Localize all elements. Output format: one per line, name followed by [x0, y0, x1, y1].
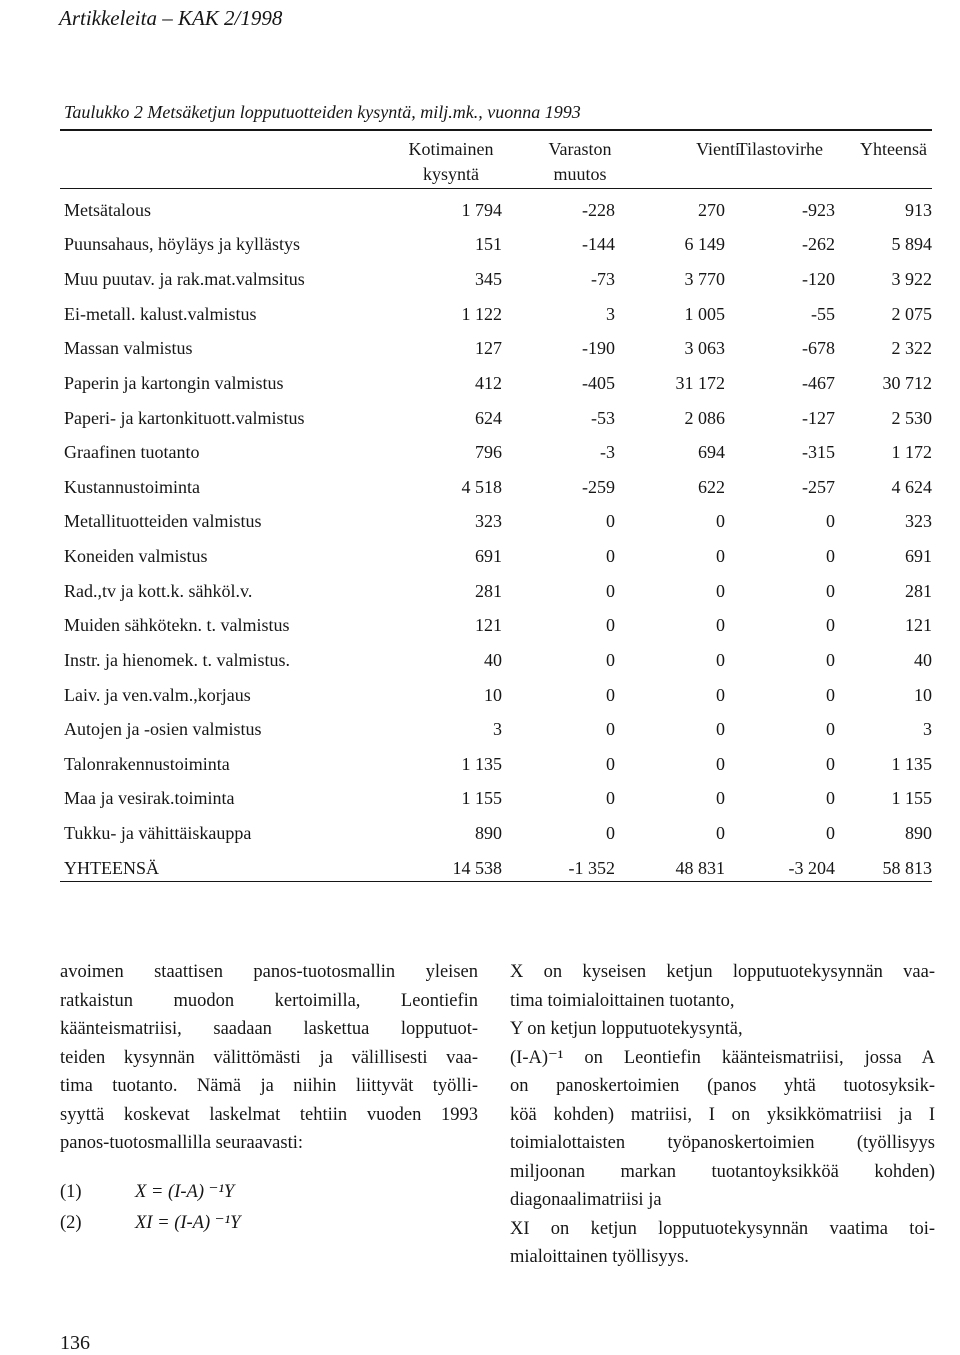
table-row [60, 643, 932, 678]
row-label: Ei-metall. kalust.valmistus [64, 303, 257, 324]
cell-export: 694 [698, 442, 725, 463]
cell-stock-change: 0 [606, 753, 615, 774]
cell-export: 622 [698, 476, 725, 497]
table-row [60, 574, 932, 609]
cell-export: 270 [698, 199, 725, 220]
header-stock-line2: muutos [553, 164, 607, 184]
table-row [60, 228, 932, 263]
header-rule [60, 188, 932, 189]
text-line: on panoskertoimien (panos yhtä tuotosyksik- [510, 1076, 935, 1096]
table-row [60, 678, 932, 713]
row-label: Talonrakennustoiminta [64, 753, 230, 774]
cell-total: 40 [914, 649, 932, 670]
cell-domestic-demand: 1 794 [461, 199, 502, 220]
header-stock-change [530, 137, 630, 187]
cell-stock-change: 0 [606, 546, 615, 567]
cell-total: 58 813 [882, 857, 932, 878]
text-line: syyttä koskevat laskelmat tehtiin vuoden 1993 [60, 1104, 478, 1125]
table-row [60, 712, 932, 747]
cell-total: 2 530 [891, 407, 932, 428]
text-line: diagonaalimatriisi ja [510, 1190, 662, 1210]
row-label: Metallituotteiden valmistus [64, 511, 262, 532]
table-row [60, 401, 932, 436]
cell-stock-change: 0 [606, 684, 615, 705]
row-label: Puunsahaus, höyläys ja kyllästys [64, 234, 300, 255]
cell-statistical-error: -55 [811, 303, 835, 324]
cell-export: 1 005 [684, 303, 725, 324]
table-row [60, 332, 932, 367]
row-label: Koneiden valmistus [64, 546, 208, 567]
text-line: XI on ketjun lopputuotekysynnän vaatima toi- [510, 1218, 935, 1239]
cell-domestic-demand: 10 [484, 684, 502, 705]
cell-domestic-demand: 796 [475, 442, 502, 463]
cell-total: 2 075 [891, 303, 932, 324]
cell-total: 4 624 [891, 476, 932, 497]
equation-2-number: (2) [60, 1213, 82, 1233]
cell-statistical-error: 0 [826, 649, 835, 670]
cell-statistical-error: -467 [802, 372, 835, 393]
cell-domestic-demand: 890 [475, 823, 502, 844]
cell-statistical-error: 0 [826, 511, 835, 532]
cell-export: 3 770 [684, 269, 725, 290]
row-label: Muiden sähkötekn. t. valmistus [64, 615, 290, 636]
running-head: Artikkeleita – KAK 2/1998 [59, 6, 283, 30]
cell-export: 0 [716, 511, 725, 532]
cell-domestic-demand: 151 [475, 234, 502, 255]
cell-total: 1 135 [891, 753, 932, 774]
cell-export: 0 [716, 684, 725, 705]
cell-stock-change: -190 [582, 338, 615, 359]
cell-stock-change: -144 [582, 234, 615, 255]
text-line: tima toimialoittainen tuotanto, [510, 990, 735, 1011]
cell-stock-change: 0 [606, 580, 615, 601]
cell-total: 10 [914, 684, 932, 705]
cell-domestic-demand: 127 [475, 338, 502, 359]
table-row [60, 297, 932, 332]
cell-stock-change: -73 [591, 269, 615, 290]
text-line: panos-tuotosmallilla seuraavasti: [60, 1133, 304, 1153]
cell-export: 3 063 [684, 338, 725, 359]
cell-statistical-error: -3 204 [788, 857, 835, 878]
cell-statistical-error: 0 [826, 615, 835, 636]
right-text-column [510, 958, 935, 1272]
equation-1-number: (1) [60, 1182, 82, 1202]
cell-statistical-error: 0 [826, 684, 835, 705]
table-row [60, 262, 932, 297]
cell-stock-change: 0 [606, 511, 615, 532]
table-row [60, 435, 932, 470]
text-line: miljoonan markan tuotantoyksikköä kohden) [510, 1161, 935, 1182]
text-line: käänteismatriisi, saadaan laskettua lopputuot- [60, 1019, 478, 1039]
text-line: ratkaistun muodon kertoimilla, Leontiefin [60, 990, 478, 1011]
table-row [60, 747, 932, 782]
cell-total: 3 [923, 719, 932, 740]
cell-stock-change: 0 [606, 615, 615, 636]
cell-stock-change: 0 [606, 719, 615, 740]
cell-export: 0 [716, 753, 725, 774]
cell-total: 30 712 [882, 372, 932, 393]
row-label: Graafinen tuotanto [64, 442, 200, 463]
cell-total: 913 [905, 199, 932, 220]
cell-stock-change: -3 [600, 442, 615, 463]
row-label: Laiv. ja ven.valm.,korjaus [64, 684, 251, 705]
cell-statistical-error: -127 [802, 407, 835, 428]
text-line: Y on ketjun lopputuotekysyntä, [510, 1019, 743, 1039]
row-label: Massan valmistus [64, 338, 193, 359]
equation-2 [60, 1212, 240, 1234]
row-label: Metsätalous [64, 199, 151, 220]
cell-total: 890 [905, 823, 932, 844]
row-label: Instr. ja hienomek. t. valmistus. [64, 649, 290, 670]
cell-domestic-demand: 40 [484, 649, 502, 670]
cell-domestic-demand: 3 [493, 719, 502, 740]
cell-stock-change: 0 [606, 649, 615, 670]
cell-statistical-error: 0 [826, 580, 835, 601]
cell-export: 48 831 [675, 857, 725, 878]
header-stock-line1: Varaston [548, 139, 612, 159]
header-domestic-line1: Kotimainen [408, 139, 494, 159]
cell-total: 281 [905, 580, 932, 601]
cell-export: 0 [716, 823, 725, 844]
header-total: Yhteensä [860, 139, 927, 159]
header-statistical-error: Tilastovirhe [736, 139, 823, 159]
cell-domestic-demand: 121 [475, 615, 502, 636]
cell-domestic-demand: 323 [475, 511, 502, 532]
cell-export: 0 [716, 649, 725, 670]
cell-total: 3 922 [891, 269, 932, 290]
cell-total: 1 155 [891, 788, 932, 809]
cell-export: 0 [716, 788, 725, 809]
cell-statistical-error: -923 [802, 199, 835, 220]
equation-1 [60, 1181, 234, 1203]
cell-stock-change: -1 352 [568, 857, 615, 878]
row-label: Paperin ja kartongin valmistus [64, 372, 284, 393]
cell-stock-change: 0 [606, 823, 615, 844]
cell-statistical-error: -257 [802, 476, 835, 497]
row-label: Paperi- ja kartonkituott.valmistus [64, 407, 305, 428]
row-label: Kustannustoiminta [64, 476, 200, 497]
cell-domestic-demand: 1 122 [461, 303, 502, 324]
cell-total: 2 322 [891, 338, 932, 359]
cell-stock-change: -405 [582, 372, 615, 393]
equation-1-expression: X = (I-A) ⁻¹Y [135, 1182, 235, 1202]
row-label: YHTEENSÄ [64, 857, 159, 878]
text-line: tima tuotanto. Nämä ja niihin liittyvät työlli- [60, 1076, 478, 1096]
cell-total: 1 172 [891, 442, 932, 463]
cell-statistical-error: -120 [802, 269, 835, 290]
cell-export: 2 086 [684, 407, 725, 428]
table-caption: Taulukko 2 Metsäketjun lopputuotteiden kysyntä, milj.mk., vuonna 1993 [64, 102, 581, 122]
text-line: avoimen staattisen panos-tuotosmallin yleisen [60, 962, 478, 982]
cell-statistical-error: 0 [826, 546, 835, 567]
equation-2-expression: XI = (I-A) ⁻¹Y [135, 1213, 241, 1233]
row-label: Muu puutav. ja rak.mat.valmsitus [64, 269, 305, 290]
table-row [60, 366, 932, 401]
cell-statistical-error: 0 [826, 719, 835, 740]
cell-domestic-demand: 14 538 [452, 857, 502, 878]
table-top-rule [60, 129, 932, 131]
text-line: teiden kysynnän välittömästi ja välillisesti vaa- [60, 1047, 478, 1068]
table-row [60, 539, 932, 574]
cell-domestic-demand: 412 [475, 372, 502, 393]
cell-domestic-demand: 624 [475, 407, 502, 428]
table-row [60, 609, 932, 644]
cell-export: 0 [716, 580, 725, 601]
cell-export: 0 [716, 546, 725, 567]
table-row [60, 193, 932, 228]
page-number: 136 [60, 1332, 90, 1354]
cell-total: 5 894 [891, 234, 932, 255]
text-line: köä kohden) matriisi, I on yksikkömatriisi ja I [510, 1104, 935, 1125]
table-bottom-rule [60, 881, 932, 882]
header-domestic-demand [400, 137, 502, 187]
demand-table [60, 193, 932, 886]
cell-domestic-demand: 691 [475, 546, 502, 567]
text-line: X on kyseisen ketjun lopputuotekysynnän vaa- [510, 962, 935, 982]
cell-export: 31 172 [675, 372, 725, 393]
cell-export: 6 149 [684, 234, 725, 255]
row-label: Tukku- ja vähittäiskauppa [64, 823, 252, 844]
cell-export: 0 [716, 719, 725, 740]
cell-statistical-error: -678 [802, 338, 835, 359]
table-row [60, 505, 932, 540]
text-line: (I-A)⁻¹ on Leontiefin käänteismatriisi, jossa A [510, 1047, 935, 1068]
text-line: toimialottaisten työpanoskertoimien (työllisyys [510, 1133, 935, 1153]
cell-statistical-error: -262 [802, 234, 835, 255]
cell-domestic-demand: 4 518 [461, 476, 502, 497]
left-text-column [60, 958, 478, 1158]
cell-domestic-demand: 1 135 [461, 753, 502, 774]
row-label: Maa ja vesirak.toiminta [64, 788, 235, 809]
row-label: Autojen ja -osien valmistus [64, 719, 262, 740]
table-row [60, 470, 932, 505]
header-export: Vienti [696, 139, 740, 159]
cell-export: 0 [716, 615, 725, 636]
table-body [60, 193, 932, 886]
cell-stock-change: 3 [606, 303, 615, 324]
row-label: Rad.,tv ja kott.k. sähköl.v. [64, 580, 253, 601]
cell-total: 691 [905, 546, 932, 567]
text-line: mialoittainen työllisyys. [510, 1247, 689, 1267]
cell-stock-change: -228 [582, 199, 615, 220]
cell-stock-change: 0 [606, 788, 615, 809]
cell-total: 121 [905, 615, 932, 636]
header-domestic-line2: kysyntä [423, 164, 479, 184]
cell-statistical-error: -315 [802, 442, 835, 463]
cell-total: 323 [905, 511, 932, 532]
cell-domestic-demand: 1 155 [461, 788, 502, 809]
cell-statistical-error: 0 [826, 753, 835, 774]
cell-statistical-error: 0 [826, 788, 835, 809]
table-row [60, 816, 932, 851]
table-row [60, 782, 932, 817]
cell-stock-change: -53 [591, 407, 615, 428]
cell-statistical-error: 0 [826, 823, 835, 844]
cell-domestic-demand: 281 [475, 580, 502, 601]
cell-domestic-demand: 345 [475, 269, 502, 290]
cell-stock-change: -259 [582, 476, 615, 497]
